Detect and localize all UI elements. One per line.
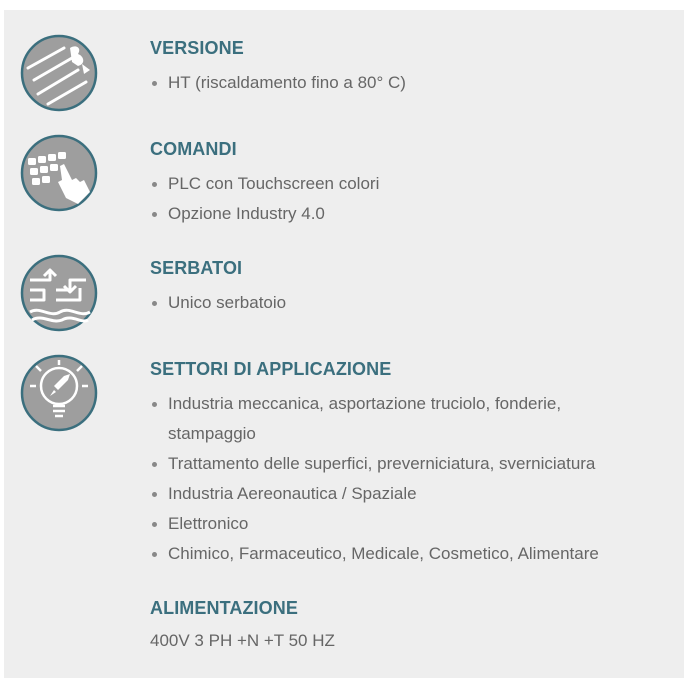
touchscreen-keypad-icon xyxy=(20,134,98,212)
list-item: Opzione Industry 4.0 xyxy=(150,199,660,229)
section-title-versione: VERSIONE xyxy=(150,38,244,58)
list-item: Elettronico xyxy=(150,509,640,539)
list-item: Trattamento delle superfici, preverniciatura, sverniciatura xyxy=(150,449,640,479)
section-list-versione xyxy=(150,68,660,98)
power-spec-value: 400V 3 PH +N +T 50 HZ xyxy=(150,631,335,650)
list-item: HT (riscaldamento fino a 80° C) xyxy=(150,68,660,98)
list-item: Unico serbatoio xyxy=(150,288,660,318)
section-title-settori: SETTORI DI APPLICAZIONE xyxy=(150,359,392,379)
section-list-serbatoi xyxy=(150,288,660,318)
list-item: Industria Aereonautica / Spaziale xyxy=(150,479,640,509)
section-title-comandi: COMANDI xyxy=(150,139,237,159)
section-title-alimentazione: ALIMENTAZIONE xyxy=(150,598,298,618)
list-item: PLC con Touchscreen colori xyxy=(150,169,660,199)
lightbulb-rocket-icon xyxy=(20,354,98,432)
heating-pipes-icon xyxy=(20,34,98,112)
section-title-serbatoi: SERBATOI xyxy=(150,258,243,278)
section-list-comandi xyxy=(150,169,660,229)
tank-flow-icon xyxy=(20,254,98,332)
list-item: Industria meccanica, asportazione truciolo, fonderie, stampaggio xyxy=(150,389,640,449)
list-item: Chimico, Farmaceutico, Medicale, Cosmetico, Alimentare xyxy=(150,539,640,569)
spec-panel xyxy=(4,10,684,678)
section-list-settori xyxy=(150,389,640,569)
